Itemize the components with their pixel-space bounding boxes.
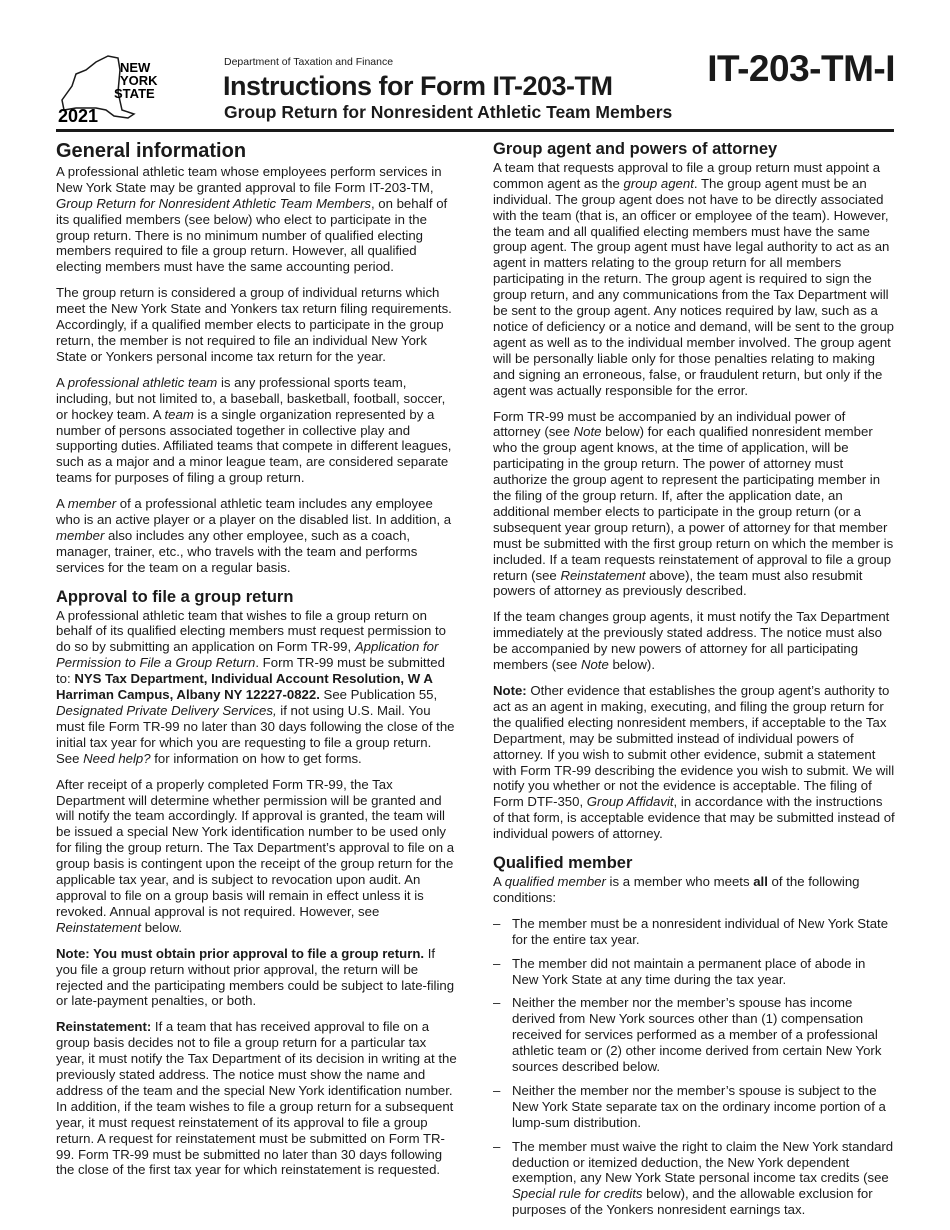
bold-text: all (753, 873, 768, 889)
text-run: A professional athletic team that wishes to file a group return on behalf of its qualified electing members must request permission to do so by submitting an application on Form TR-99, (56, 607, 446, 655)
svg-text:STATE: STATE (114, 86, 155, 101)
text-run: is any professional sports team, including, but not limited to, a baseball, basketball, football, soccer, or hockey team. A (56, 374, 446, 422)
text-run: Other evidence that establishes the group agent’s authority to act as an agent in making, executing, and filing the group return for the qualified electing nonresident members, if acceptable to the Tax Department, may be submitted instead of individual powers of attorney. If you wish to submit other evidence, submit a statement with Form TR-99 describing the evidence you wish to submit. We will notify you whether or not the evidence is acceptable. The filing of Form DTF-350, (493, 683, 895, 810)
italic-text: Reinstatement (560, 567, 646, 583)
paragraph (56, 496, 458, 576)
paragraph (56, 285, 458, 365)
paragraph (56, 1019, 458, 1178)
text-run: also includes any other employee, such as a coach, manager, trainer, etc., who travels with the team and performs services for the team on a regular basis. (56, 527, 418, 575)
list-item (493, 916, 895, 948)
italic-text: professional athletic team (67, 374, 218, 390)
svg-text:YORK: YORK (120, 73, 158, 88)
text-run: If a team that has received approval to file on a group basis decides not to file a group return for a particular tax year, it must notify the Tax Department of its decision in writing at the previously stated address. The notice must show the name and address of the team and the special New York identification number. In addition, if the team wishes to file a group return for a subsequent year, it must request reinstatement of its approval to file a group return. A request for reinstatement must be submitted on Form TR-99. Form TR-99 must be submitted no later than 30 days following the close of the first tax year for which reinstatement is requested. (56, 1019, 457, 1178)
paragraph (56, 375, 458, 486)
text-run: above), the team must also resubmit powers of attorney as previously described. (493, 567, 863, 599)
italic-text: team (164, 406, 194, 422)
text-run: . The group agent must be an individual. The group agent does not have to be directly associated with the team (that is, an officer or employee of the team). However, the team and all qualified electing members must have the same group agent. The group agent must have legal authority to act as an agent in matters relating to the group return for all members participating in the return. The group agent is required to sign the group return, and any communications from the Tax Department will be sent to the group agent. Any notices required by law, such as a notice of deficiency or a notice and demand, will be sent to the group agent as well as to the individual member involved. The group agent will be personally liable only for those penalties relating to making and signing an erroneous, false, or fraudulent return, but only if the agent was actually responsible for the error. (493, 175, 895, 398)
conditions-list (493, 916, 895, 1218)
bold-text: Note: You must obtain prior approval to file a group return. (56, 945, 425, 961)
text-run: See Publication 55, (319, 687, 438, 703)
paragraph (493, 160, 895, 399)
italic-text: group agent (623, 175, 694, 191)
text-run: A (493, 873, 505, 889)
text-run: Neither the member nor the member’s spouse has income derived from New York sources other than (1) compensation received for services performed as a member of a professional athletic team or (2) other income derived from certain New York sources described below. (512, 995, 882, 1075)
bold-text: Reinstatement: (56, 1019, 152, 1035)
italic-text: member (67, 496, 117, 512)
text-run: is a member who meets (605, 873, 754, 889)
italic-text: Reinstatement (56, 919, 142, 935)
text-run: below. (141, 919, 183, 935)
section-heading: Approval to file a group return (56, 587, 294, 606)
italic-text: Note (580, 657, 609, 673)
bold-text: NYS Tax Department, Individual Account Resolution, W A Harriman Campus, Albany NY 12227-0822. (56, 671, 433, 703)
paragraph (493, 409, 895, 600)
text-run: if not using U.S. Mail. You must file Form TR-99 no later than 30 days following the close of the initial tax year for which you are requesting to file a group return. See (56, 703, 455, 766)
form-number: IT-203-TM-I (707, 48, 895, 89)
text-run: The group return is considered a group of individual returns which meet the New York State and Yonkers tax return filing requirements. Accordingly, if a qualified member elects to participate in the group return, the member is not required to file an individual New York State or Yonkers personal income tax return for the year. (56, 285, 452, 364)
italic-text: Note (573, 424, 602, 440)
italic-text: qualified member (504, 873, 606, 889)
paragraph (56, 164, 458, 275)
page-title: Instructions for Form IT-203-TM (223, 71, 613, 101)
header-divider (56, 129, 894, 132)
text-run: of a professional athletic team includes any employee who is an active player or a player on the disabled list. In addition, a (56, 496, 452, 528)
section-heading: Qualified member (493, 854, 633, 873)
paragraph (56, 608, 458, 767)
text-run: The member must be a nonresident individual of New York State for the entire tax year. (512, 915, 889, 947)
paragraph (56, 777, 458, 936)
text-run: Neither the member nor the member’s spouse is subject to the New York State separate tax on the ordinary income portion of a lump-sum distribution. (512, 1082, 886, 1130)
text-run: Form TR-99 must be accompanied by an individual power of attorney (see (493, 408, 846, 440)
list-item (493, 1083, 895, 1131)
text-run: for information on how to get forms. (150, 750, 362, 766)
year: 2021 (58, 106, 99, 124)
svg-text:NEW: NEW (120, 60, 151, 75)
italic-text: member (56, 527, 105, 543)
italic-text: Group Affidavit (586, 794, 674, 810)
paragraph (493, 609, 895, 673)
text-run: A (56, 374, 68, 390)
text-run: After receipt of a properly completed Form TR-99, the Tax Department will determine whether permission will be granted and will notify the team accordingly. If approval is granted, the team will be issued a special New York identification number to be used only for filing the group return. The Tax Department’s approval to file on a group basis is contingent upon the receipt of the group return for the applicable tax year, and is subject to revocation upon audit. An approval to file on a group basis will remain in effect unless it is revoked. Annual approval is not required. However, see (56, 776, 455, 919)
text-run: The member did not maintain a permanent place of abode in New York State at any time during the tax year. (512, 955, 866, 987)
page-subtitle: Group Return for Nonresident Athletic Team Members (224, 102, 673, 122)
text-run: , on behalf of its qualified members (see below) who elect to participate in the group return. There is no minimum number of qualified electing members required to file a group return. However, all qualified electing members must have the same accounting period. (56, 195, 448, 275)
left-column (56, 142, 458, 1188)
department-name: Department of Taxation and Finance (224, 56, 394, 68)
text-run: below) for each qualified nonresident member who the group agent knows, at the time of application, will be participating in the group return. The power of attorney must authorize the group agent to represent the participating member in the filing of the group return. If, after the application date, an additional member elects to participate in the group return (or a subsequent year group return), a power of attorney for that member must be submitted with the first group return on which the member is included. If a team requests reinstatement of approval to file a group return (see (493, 424, 894, 583)
paragraph (493, 683, 895, 842)
text-run: If the team changes group agents, it must notify the Tax Department immediately at the previously stated address. The notice must also be accompanied by new powers of attorney for all participating members (see (493, 609, 890, 673)
text-run: of the following conditions: (493, 873, 860, 905)
paragraph (56, 946, 458, 1010)
text-run: A professional athletic team whose employees perform services in New York State may be granted approval to file Form IT-203-TM, (56, 163, 442, 195)
section-heading: General information (56, 140, 247, 162)
italic-text: Need help? (83, 750, 151, 766)
text-run: . Form TR-99 must be submitted to: (56, 655, 445, 687)
list-item (493, 956, 895, 988)
text-run: is a single organization represented by a number of persons associated together in collective play and supporting duties. Affiliated teams that compete in different leagues, such as a major and a minor league team, are considered separate teams for purposes of filing a group return. (56, 406, 452, 486)
text-run: A team that requests approval to file a group return must appoint a common agent as the (493, 159, 881, 191)
text-run: The member must waive the right to claim the New York standard deduction or itemized deduction, the New York dependent exemption, any New York State personal income tax credits (see (512, 1138, 894, 1186)
italic-text: Designated Private Delivery Services, (56, 703, 277, 718)
list-item (493, 1139, 895, 1219)
text-run: , in accordance with the instructions of that form, is acceptable evidence that may be submitted instead of individual powers of attorney. (493, 794, 895, 842)
text-run: If you file a group return without prior approval, the return will be rejected and the participating members could be subject to late-filing or late-payment penalties, or both. (56, 945, 455, 1009)
paragraph (493, 874, 895, 906)
text-run: below), and the allowable exclusion for purposes of the Yonkers nonresident earnings tax. (512, 1186, 873, 1218)
italic-text: Application for Permission to File a Group Return (56, 639, 439, 671)
right-column (493, 142, 895, 1226)
text-run: A (56, 496, 68, 512)
italic-text: Group Return for Nonresident Athletic Team Members (56, 195, 371, 211)
text-run: below). (608, 657, 655, 673)
bold-text: Note: (493, 683, 527, 698)
italic-text: Special rule for credits (512, 1186, 643, 1202)
new-york-state-logo (56, 52, 166, 124)
list-item (493, 995, 895, 1075)
section-heading: Group agent and powers of attorney (493, 140, 778, 158)
